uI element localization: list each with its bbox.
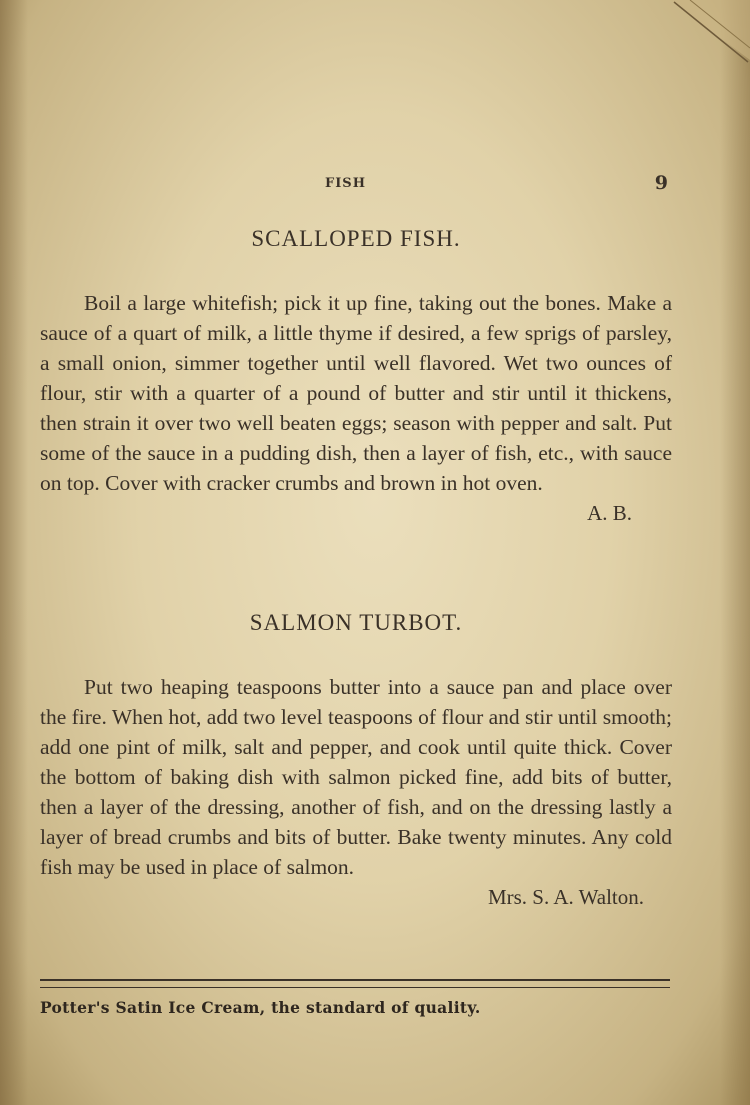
page-number: 9 (654, 172, 668, 194)
page-shadow-left (0, 0, 28, 1105)
recipe-title: SALMON TURBOT. (249, 610, 463, 635)
recipe-body: Put two heaping teaspoons butter into a sauce pan and place over the fire. When hot, add two level teaspoons of flour and stir until smooth; add one pint of milk, salt and pepper, and cook until quite thick. Cover the bottom of baking dish with salmon picked fine, add bits of butter, then a layer of the dressing, another of fish, and on the dressing lastly a layer of bread crumbs and bits of butter. Bake twenty minutes. Any cold fish may be used in place of salmon. (40, 675, 672, 879)
recipe-body: Boil a large whitefish; pick it up fine, taking out the bones. Make a sauce of a quart of milk, a little thyme if desired, a few sprigs of parsley, a small onion, simmer together until well flavored. Wet two ounces of flour, stir with a quarter of a pound of butter and stir until it thickens, then strain it over two well beaten eggs; season with pepper and salt. Put some of the sauce in a pudding dish, then a layer of fish, etc., with sauce on top. Cover with cracker crumbs and brown in hot oven. (40, 291, 672, 495)
footer-advertisement: Potter's Satin Ice Cream, the standard of quality. (40, 998, 481, 1017)
recipe-scalloped-fish (40, 226, 672, 528)
recipe-attribution: Mrs. S. A. Walton. (487, 885, 644, 909)
recipe-attribution: A. B. (587, 501, 632, 525)
recipe-title: SCALLOPED FISH. (251, 226, 461, 251)
footer-divider (40, 979, 670, 988)
page-shadow-right (720, 0, 750, 1105)
corner-fold (670, 0, 750, 70)
running-title: FISH (325, 176, 366, 191)
running-head (40, 172, 672, 198)
recipe-salmon-turbot (40, 610, 672, 912)
